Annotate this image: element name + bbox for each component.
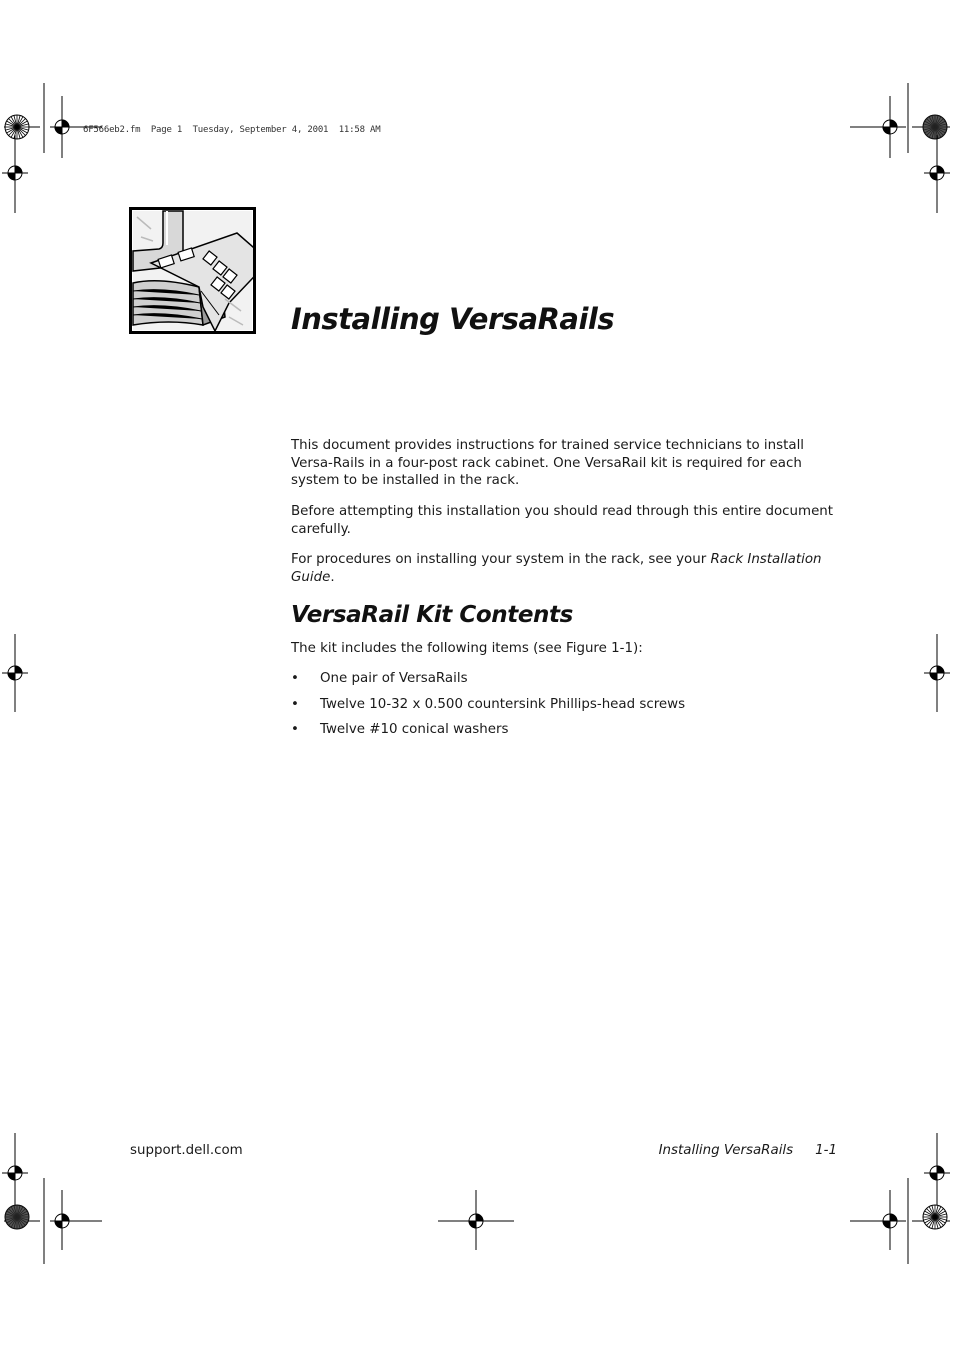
starburst-mark xyxy=(5,1205,29,1229)
list-item-text: One pair of VersaRails xyxy=(320,671,468,686)
list-item-text: Twelve #10 conical washers xyxy=(320,722,509,737)
reference-text-after: . xyxy=(330,569,335,585)
registration-target-mark xyxy=(3,161,27,185)
computer-book-icon xyxy=(129,207,256,334)
registration-target-mark xyxy=(878,1209,902,1233)
footer-website: support.dell.com xyxy=(130,1143,243,1158)
registration-target-mark xyxy=(925,661,949,685)
list-item xyxy=(291,721,839,747)
footer-running-title xyxy=(659,1143,837,1158)
section-lead: The kit includes the following items (see Figure 1-1): xyxy=(291,641,643,656)
registration-target-mark xyxy=(50,115,74,139)
registration-target-mark xyxy=(878,115,902,139)
list-item xyxy=(291,670,839,696)
file-slug-line: 6F566eb2.fm Page 1 Tuesday, September 4, 2001 11:58 AM xyxy=(83,125,381,135)
chapter-title: Installing VersaRails xyxy=(291,302,615,336)
registration-target-mark xyxy=(50,1209,74,1233)
page-number: 1-1 xyxy=(815,1143,837,1158)
bullet: • xyxy=(291,696,299,712)
registration-target-mark xyxy=(925,161,949,185)
footer-chapter-title: Installing VersaRails xyxy=(658,1143,794,1158)
registration-target-mark xyxy=(925,1161,949,1185)
section-heading: VersaRail Kit Contents xyxy=(291,602,573,628)
reference-text-before: For procedures on installing your system in the rack, see your xyxy=(291,552,711,567)
starburst-mark xyxy=(923,1205,947,1229)
registration-target-mark xyxy=(3,661,27,685)
reference-paragraph xyxy=(291,551,839,586)
starburst-mark xyxy=(923,115,947,139)
bullet: • xyxy=(291,671,299,686)
chapter-icon xyxy=(129,207,256,334)
registration-target-mark xyxy=(464,1209,488,1233)
starburst-mark xyxy=(5,115,29,139)
registration-target-mark xyxy=(3,1161,27,1185)
list-item xyxy=(291,696,839,722)
rack-installation-guide-title: Rack Installation Guide xyxy=(291,552,822,585)
bullet: • xyxy=(291,722,299,737)
list-item-text: Twelve 10-32 x 0.500 countersink Phillips-head screws xyxy=(320,696,686,712)
intro-paragraph-2: Before attempting this installation you should read through this entire document carefully. xyxy=(291,504,834,537)
intro-paragraph-1: This document provides instructions for trained service technicians to install Versa-Rails in a four-post rack cabinet. One VersaRail kit is required for each system to be installed in the rack. xyxy=(291,438,805,488)
kit-contents-list xyxy=(291,670,839,747)
